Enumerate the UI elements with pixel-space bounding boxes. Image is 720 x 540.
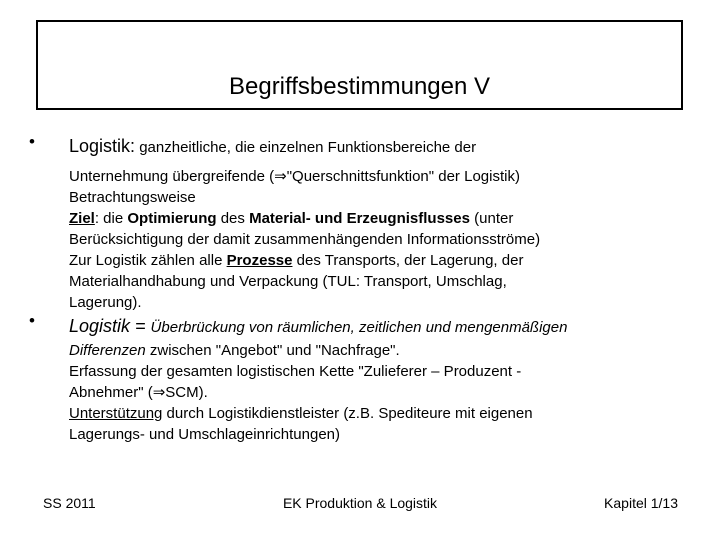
bullet-2-lead-line	[69, 314, 699, 340]
bullet-2-line-5	[69, 403, 699, 424]
differenzen-term: Differenzen	[69, 342, 146, 359]
bullet-2-line-2	[69, 340, 699, 361]
ziel-label: Ziel	[69, 210, 95, 227]
line-5-rest: durch Logistikdienstleister (z.B. Spediteure mit eigenen	[162, 405, 533, 422]
bullet-1-line-3: Betrachtungsweise	[69, 189, 196, 206]
footer-course: EK Produktion & Logistik	[282, 495, 438, 511]
bullet-2-lead-rest: Überbrückung von räumlichen, zeitlichen und mengenmäßigen	[150, 319, 568, 336]
unterstuetzung-term: Unterstützung	[69, 405, 163, 422]
bullet-2-line-4: Abnehmer" (⇒SCM).	[69, 384, 208, 401]
bullet-1-line-7: Materialhandhabung und Verpackung (TUL: Transport, Umschlag,	[69, 273, 507, 290]
bullet-1-lead-rest: ganzheitliche, die einzelnen Funktionsbereiche der	[135, 139, 477, 156]
line-2-rest: zwischen "Angebot" und "Nachfrage".	[145, 342, 400, 359]
ziel-sep: : die	[94, 210, 128, 227]
ziel-flows: Material- und Erzeugnisflusses	[249, 210, 470, 227]
footer-semester: SS 2011	[43, 495, 96, 511]
bullet-2-line-3: Erfassung der gesamten logistischen Kette "Zulieferer – Produzent -	[69, 363, 522, 380]
bullet-1-line-2: Unternehmung übergreifende (⇒"Querschnittsfunktion" der Logistik)	[69, 168, 520, 185]
bullet-1-lead-line	[69, 134, 699, 160]
bullet-1-content	[69, 134, 699, 313]
line-6-pre: Zur Logistik zählen alle	[69, 252, 227, 269]
bullet-1-line-8: Lagerung).	[69, 294, 142, 311]
slide-title: Begriffsbestimmungen V	[228, 73, 491, 100]
bullet-2-line-6: Lagerungs- und Umschlageinrichtungen)	[69, 426, 340, 443]
bullet-2-lead-eq: =	[130, 316, 151, 336]
bullet-marker-1: •	[29, 132, 35, 151]
bullet-2-lead-term: Logistik	[69, 316, 131, 336]
ziel-end: (unter	[469, 210, 514, 227]
bullet-1-lead-term: Logistik:	[69, 136, 136, 156]
footer-chapter: Kapitel 1/13	[604, 495, 678, 511]
bullet-1-line-5: Berücksichtigung der damit zusammenhängenden Informationsströme)	[69, 231, 541, 248]
prozesse-term: Prozesse	[226, 252, 293, 269]
bullet-1-line-6	[69, 250, 699, 271]
ziel-mid: des	[216, 210, 250, 227]
line-6-post: des Transports, der Lagerung, der	[292, 252, 524, 269]
ziel-optimierung: Optimierung	[127, 210, 217, 227]
title-box	[36, 20, 683, 110]
bullet-2-content	[69, 314, 699, 445]
bullet-1-ziel-line	[69, 208, 699, 229]
bullet-marker-2: •	[29, 311, 35, 330]
